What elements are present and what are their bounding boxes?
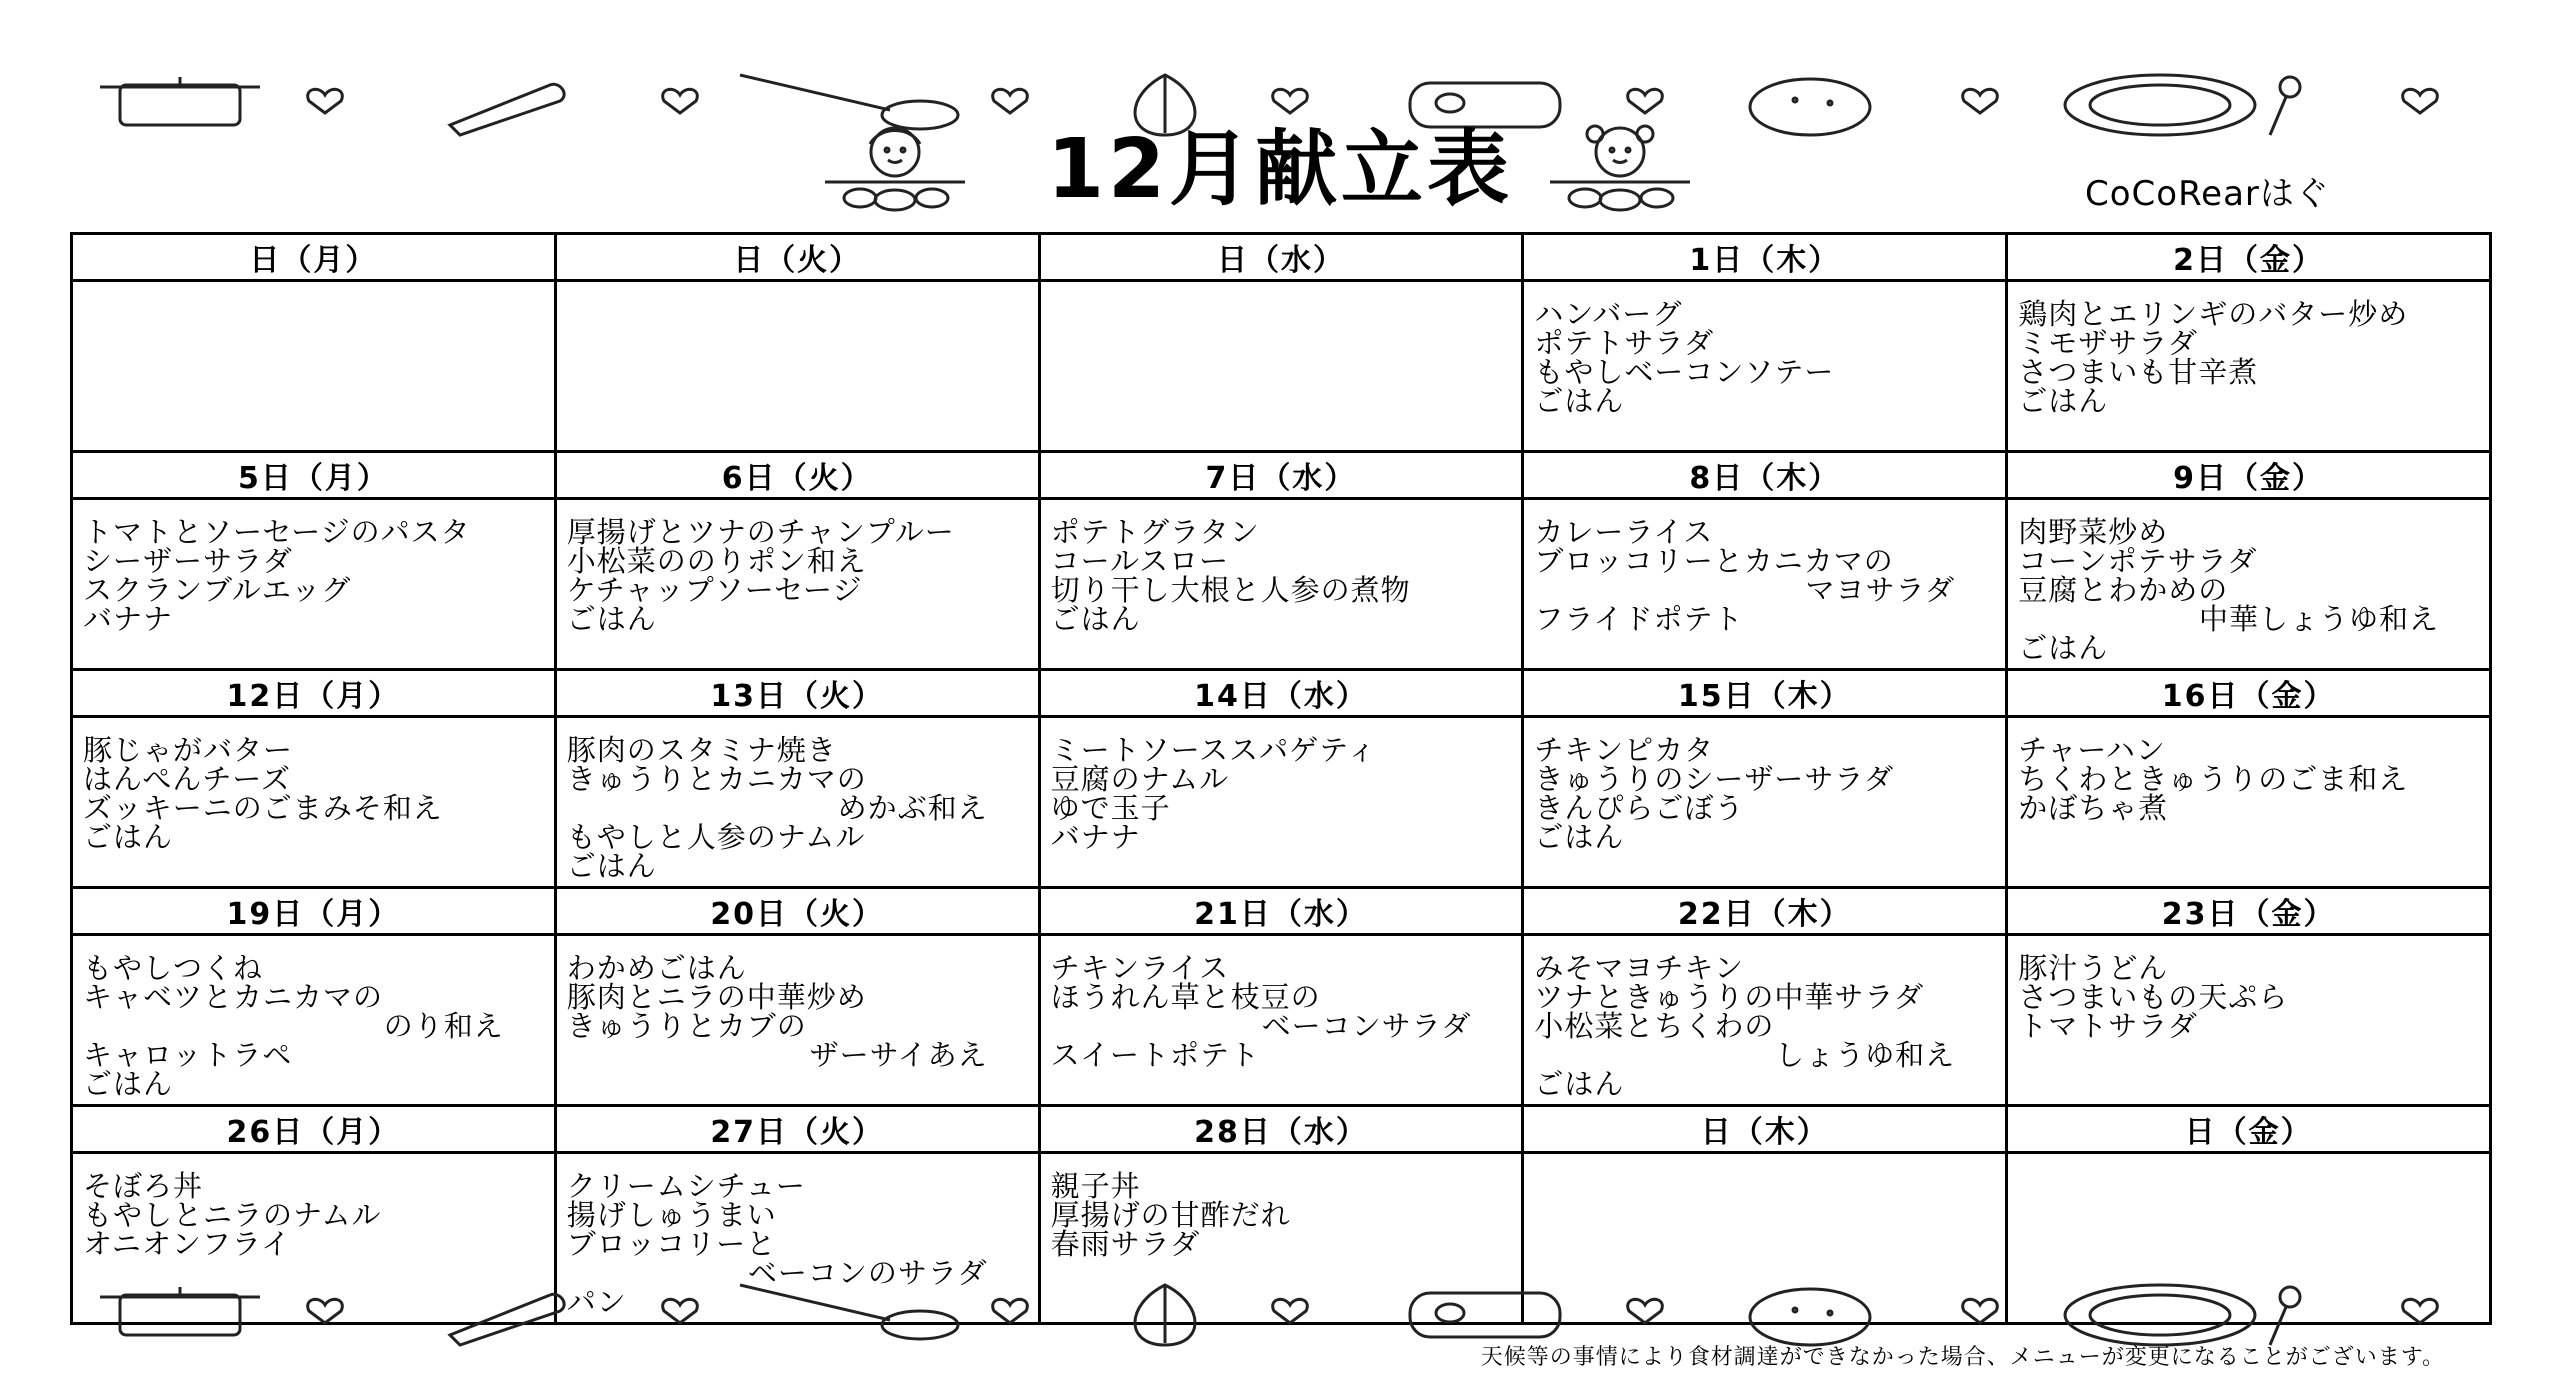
heart-icon xyxy=(1963,1299,1998,1323)
day-header: 20日（火） xyxy=(555,888,1039,935)
menu-item: チキンライス xyxy=(1050,951,1230,985)
menu-item: さつまいもの天ぷら xyxy=(2018,980,2289,1014)
menu-item: ベーコンサラダ xyxy=(1261,1009,1472,1043)
menu-item: ズッキーニのごまみそ和え xyxy=(83,791,443,825)
menu-item: みそマヨチキン xyxy=(1534,951,1745,985)
menu-item-list xyxy=(557,500,1038,634)
day-header: 日（金） xyxy=(2007,1106,2491,1153)
menu-item-list xyxy=(1524,718,2005,852)
menu-item: 中華しょうゆ和え xyxy=(2198,602,2439,636)
day-header-row xyxy=(72,888,2491,935)
menu-item: ミートソーススパゲティ xyxy=(1050,733,1377,767)
menu-item: もやしつくね xyxy=(83,951,264,985)
menu-item: キャベツとカニカマの xyxy=(83,980,384,1014)
menu-item: ごはん xyxy=(1534,384,1625,418)
menu-item: ごはん xyxy=(83,1067,174,1101)
day-header: 2日（金） xyxy=(2007,234,2491,281)
day-header: 6日（火） xyxy=(555,452,1039,499)
menu-item: カレーライス xyxy=(1534,515,1714,549)
menu-row xyxy=(72,717,2491,888)
day-header: 28日（水） xyxy=(1039,1106,1523,1153)
menu-item: きんぴらごぼう xyxy=(1534,791,1745,825)
heart-icon xyxy=(993,1299,1028,1323)
menu-item: 春雨サラダ xyxy=(1050,1227,1201,1261)
day-header: 19日（月） xyxy=(72,888,556,935)
menu-item: 豚じゃがバター xyxy=(83,733,294,767)
menu-item: 豚汁うどん xyxy=(2018,951,2169,985)
menu-item: チャーハン xyxy=(2018,733,2166,767)
day-header: 27日（火） xyxy=(555,1106,1039,1153)
menu-item-list xyxy=(73,936,554,1099)
menu-item: ちくわときゅうりのごま和え xyxy=(2018,762,2409,796)
menu-item: 親子丼 xyxy=(1050,1169,1141,1203)
day-header: 13日（火） xyxy=(555,670,1039,717)
menu-item: ツナときゅうりの中華サラダ xyxy=(1534,980,1925,1014)
day-header: 日（火） xyxy=(555,234,1039,281)
menu-item: さつまいも甘辛煮 xyxy=(2018,355,2259,389)
menu-item: トマトサラダ xyxy=(2018,1009,2198,1043)
menu-item-list xyxy=(2008,718,2489,823)
menu-item: ごはん xyxy=(566,849,657,883)
day-header: 日（木） xyxy=(1523,1106,2007,1153)
menu-cell xyxy=(555,281,1039,452)
menu-item-list xyxy=(557,936,1038,1070)
menu-row xyxy=(72,499,2491,670)
menu-item: しょうゆ和え xyxy=(1775,1038,1956,1072)
menu-item: ブロッコリーとカニカマの xyxy=(1534,544,1894,578)
heart-icon xyxy=(1273,89,1308,113)
menu-item: 厚揚げの甘酢だれ xyxy=(1050,1198,1291,1232)
menu-item: スイートポテト xyxy=(1050,1038,1261,1072)
menu-item: のり和え xyxy=(383,1009,504,1043)
day-header: 12日（月） xyxy=(72,670,556,717)
menu-cell xyxy=(1039,499,1523,670)
menu-cell xyxy=(72,281,556,452)
heart-icon xyxy=(308,1299,343,1323)
menu-item: ほうれん草と枝豆の xyxy=(1050,980,1321,1014)
menu-item-list xyxy=(1524,1154,2005,1172)
carrot-icon xyxy=(450,1294,564,1345)
menu-item: コールスロー xyxy=(1050,544,1230,578)
menu-item: ザーサイあえ xyxy=(809,1038,988,1072)
menu-item: 鶏肉とエリンギのバター炒め xyxy=(2018,297,2409,331)
menu-item: 厚揚げとツナのチャンプルー xyxy=(566,515,955,549)
menu-item: きゅうりのシーザーサラダ xyxy=(1534,762,1895,796)
menu-item: スクランブルエッグ xyxy=(83,573,352,607)
menu-item: パン xyxy=(566,1285,627,1319)
menu-item: かぼちゃ煮 xyxy=(2018,791,2169,825)
menu-item: ポテトグラタン xyxy=(1050,515,1260,549)
curry-plate-icon xyxy=(2065,1285,2255,1345)
menu-item-list xyxy=(2008,500,2489,663)
day-header: 5日（月） xyxy=(72,452,556,499)
menu-item-list xyxy=(1041,936,1522,1070)
menu-cell xyxy=(1523,499,2007,670)
menu-item: クリームシチュー xyxy=(566,1169,806,1203)
menu-row xyxy=(72,281,2491,452)
menu-item: 豆腐のナムル xyxy=(1050,762,1230,796)
menu-cell xyxy=(72,717,556,888)
menu-cell xyxy=(1523,717,2007,888)
menu-item-list xyxy=(1041,500,1522,634)
menu-item: ごはん xyxy=(2018,631,2109,665)
menu-item: ごはん xyxy=(1534,820,1625,854)
menu-cell xyxy=(2007,717,2491,888)
heart-icon xyxy=(2403,89,2438,113)
menu-item: そぼろ丼 xyxy=(83,1169,204,1203)
menu-item: 豚肉とニラの中華炒め xyxy=(566,980,867,1014)
menu-item: ケチャップソーセージ xyxy=(566,573,863,607)
menu-item: わかめごはん xyxy=(566,951,747,985)
day-header: 日（水） xyxy=(1039,234,1523,281)
heart-icon xyxy=(1273,1299,1308,1323)
menu-item: ハンバーグ xyxy=(1534,297,1683,331)
menu-item: ごはん xyxy=(2018,384,2109,418)
menu-item: キャロットラペ xyxy=(83,1038,293,1072)
menu-item: バナナ xyxy=(83,602,174,636)
heart-icon xyxy=(663,89,698,113)
menu-item-list xyxy=(1041,1154,1522,1259)
day-header: 16日（金） xyxy=(2007,670,2491,717)
day-header: 8日（木） xyxy=(1523,452,2007,499)
menu-item: 肉野菜炒め xyxy=(2018,515,2169,549)
menu-item: めかぶ和え xyxy=(837,791,988,825)
day-header: 26日（月） xyxy=(72,1106,556,1153)
menu-item: もやしと人参のナムル xyxy=(566,820,866,854)
menu-item: きゅうりとカニカマの xyxy=(566,762,867,796)
pot-icon xyxy=(100,77,260,125)
menu-cell xyxy=(555,935,1039,1106)
spoon-icon xyxy=(2270,1287,2300,1345)
menu-item: ごはん xyxy=(1050,602,1141,636)
menu-item-list xyxy=(73,1154,554,1259)
menu-item: 小松菜とちくわの xyxy=(1534,1009,1775,1043)
menu-item: トマトとソーセージのパスタ xyxy=(83,515,471,549)
brand-name: CoCoRearはぐ xyxy=(2085,174,2330,214)
menu-item: 豆腐とわかめの xyxy=(2018,573,2229,607)
day-header: 22日（木） xyxy=(1523,888,2007,935)
menu-item-list xyxy=(557,718,1038,881)
menu-cell xyxy=(72,499,556,670)
menu-cell xyxy=(2007,935,2491,1106)
menu-cell xyxy=(555,717,1039,888)
day-header: 7日（水） xyxy=(1039,452,1523,499)
page-title: 12月献立表 xyxy=(1046,122,1514,217)
menu-item: きゅうりとカブの xyxy=(566,1009,807,1043)
menu-item-list xyxy=(1041,282,1522,300)
menu-item-list xyxy=(1524,500,2005,634)
menu-item: ベーコンのサラダ xyxy=(747,1256,988,1290)
day-header: 21日（水） xyxy=(1039,888,1523,935)
menu-item: オニオンフライ xyxy=(83,1227,291,1261)
child-eating-icon xyxy=(1545,120,1695,220)
menu-item: ごはん xyxy=(83,820,174,854)
day-header: 日（月） xyxy=(72,234,556,281)
menu-item: 揚げしゅうまい xyxy=(566,1198,777,1232)
menu-cell xyxy=(2007,499,2491,670)
menu-item: バナナ xyxy=(1050,820,1141,854)
menu-row xyxy=(72,935,2491,1106)
menu-cell xyxy=(1039,935,1523,1106)
menu-change-notice: 天候等の事情により食材調達ができなかった場合、メニューが変更になることがございます。 xyxy=(1480,1345,2445,1370)
heart-icon xyxy=(663,1299,698,1323)
day-header: 9日（金） xyxy=(2007,452,2491,499)
menu-item: はんぺんチーズ xyxy=(83,762,291,796)
menu-item-list xyxy=(73,282,554,300)
day-header: 15日（木） xyxy=(1523,670,2007,717)
menu-cell xyxy=(555,499,1039,670)
heart-icon xyxy=(1963,89,1998,113)
menu-item: コーンポテサラダ xyxy=(2018,544,2258,578)
menu-item: もやしベーコンソテー xyxy=(1534,355,1835,389)
day-header: 23日（金） xyxy=(2007,888,2491,935)
day-header: 14日（水） xyxy=(1039,670,1523,717)
potato-icon xyxy=(1750,1289,1870,1345)
menu-item: ごはん xyxy=(566,602,657,636)
menu-item-list xyxy=(557,282,1038,300)
menu-item: シーザーサラダ xyxy=(83,544,293,578)
menu-item: フライドポテト xyxy=(1534,602,1744,636)
menu-table xyxy=(70,232,2492,1325)
menu-cell xyxy=(1523,935,2007,1106)
menu-item: チキンピカタ xyxy=(1534,733,1715,767)
menu-item: 豚肉のスタミナ焼き xyxy=(566,733,837,767)
menu-item-list xyxy=(2008,936,2489,1041)
menu-item: ブロッコリーと xyxy=(566,1227,777,1261)
day-header: 1日（木） xyxy=(1523,234,2007,281)
heart-icon xyxy=(993,89,1028,113)
onion-icon xyxy=(1135,1285,1195,1345)
heart-icon xyxy=(1628,1299,1663,1323)
heart-icon xyxy=(308,89,343,113)
menu-cell xyxy=(2007,281,2491,452)
menu-item: マヨサラダ xyxy=(1805,573,1956,607)
day-header-row xyxy=(72,452,2491,499)
menu-cell xyxy=(72,935,556,1106)
day-header-row xyxy=(72,1106,2491,1153)
menu-cell xyxy=(1039,717,1523,888)
menu-item: ゆで玉子 xyxy=(1050,791,1171,825)
pot-icon xyxy=(100,1287,260,1335)
menu-cell xyxy=(1039,281,1523,452)
menu-item-list xyxy=(1524,282,2005,416)
menu-item-list xyxy=(1524,936,2005,1099)
menu-item: 切り干し大根と人参の煮物 xyxy=(1050,573,1411,607)
menu-item: もやしとニラのナムル xyxy=(83,1198,382,1232)
menu-item: 小松菜ののりポン和え xyxy=(566,544,867,578)
menu-item-list xyxy=(73,718,554,852)
heart-icon xyxy=(1628,89,1663,113)
menu-item-list xyxy=(1041,718,1522,852)
menu-cell xyxy=(1523,281,2007,452)
ladle-icon xyxy=(740,1285,958,1339)
heart-icon xyxy=(2403,1299,2438,1323)
menu-item: ミモザサラダ xyxy=(2018,326,2198,360)
menu-item-list xyxy=(73,500,554,634)
day-header-row xyxy=(72,234,2491,281)
menu-item-list xyxy=(2008,282,2489,416)
menu-item-list xyxy=(2008,1154,2489,1172)
menu-item: ポテトサラダ xyxy=(1534,326,1715,360)
menu-item: ごはん xyxy=(1534,1067,1625,1101)
steak-icon xyxy=(1410,1293,1560,1337)
day-header-row xyxy=(72,670,2491,717)
